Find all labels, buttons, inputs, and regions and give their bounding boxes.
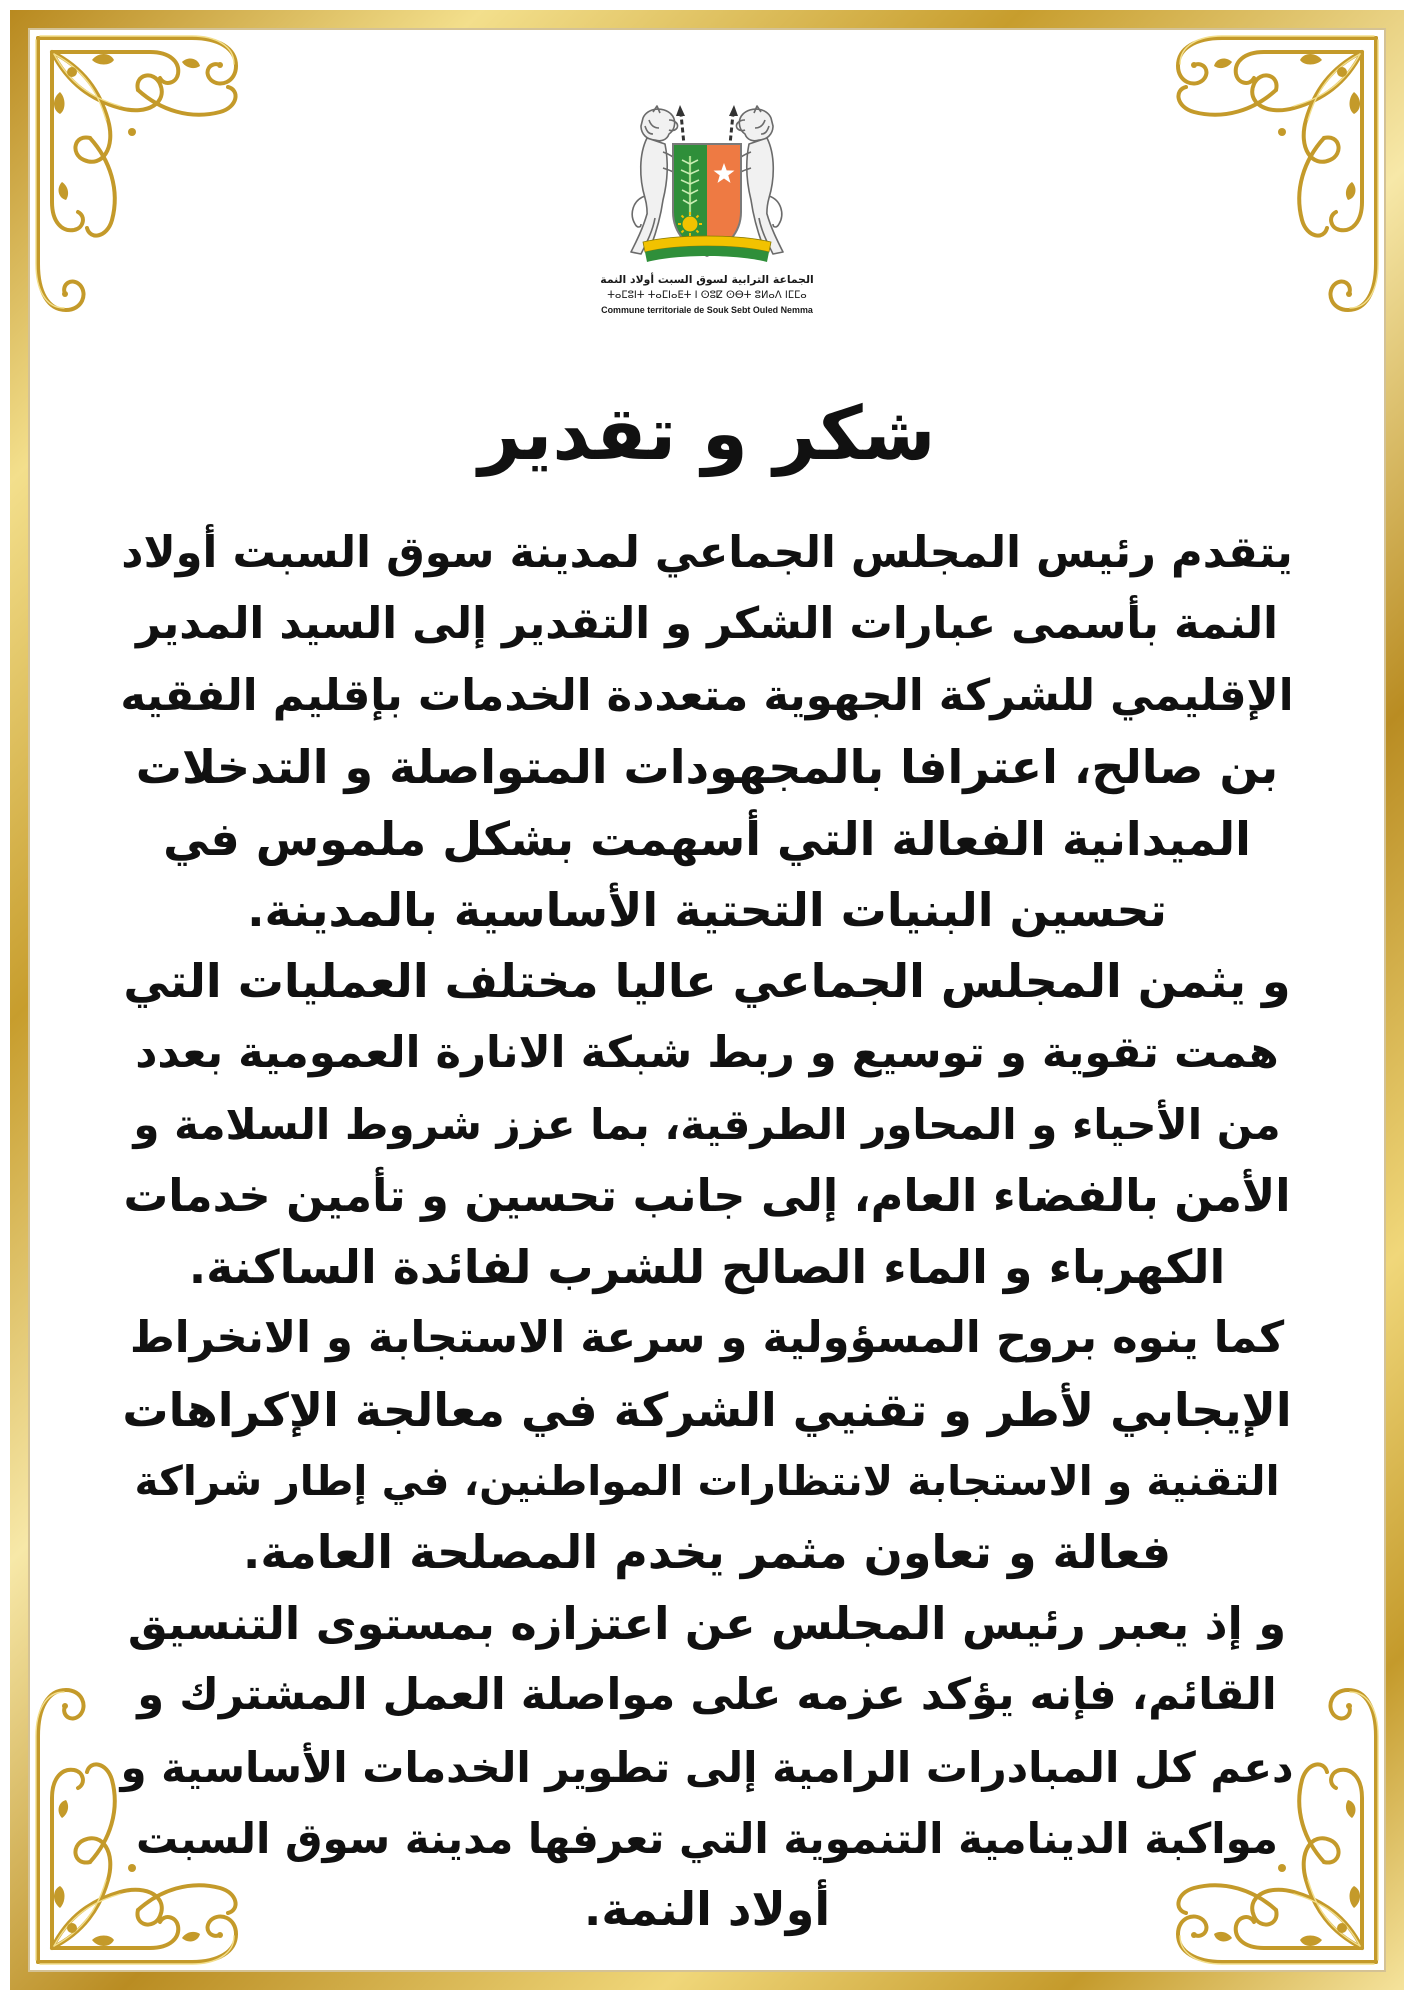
body-line: مواكبة الدينامية التنموية التي تعرفها مدينة سوق السبت <box>136 1814 1278 1864</box>
page-title: شكر و تقدير <box>478 391 936 477</box>
body-line: الأمن بالفضاء العام، إلى جانب تحسين و تأمين خدمات <box>123 1169 1291 1222</box>
municipality-emblem <box>617 104 797 274</box>
body-line: النمة بأسمى عبارات الشكر و التقدير إلى السيد المدير <box>136 599 1278 650</box>
emblem-right-supporter <box>735 106 783 254</box>
corner-ornament-top-right <box>1152 32 1382 332</box>
body-line: يتقدم رئيس المجلس الجماعي لمدينة سوق السبت أولاد <box>121 528 1293 578</box>
body-line: الإقليمي للشركة الجهوية متعددة الخدمات بإقليم الفقيه <box>120 670 1294 721</box>
body-line: القائم، فإنه يؤكد عزمه على مواصلة العمل المشترك و <box>137 1670 1277 1721</box>
emblem-left-supporter <box>631 106 679 254</box>
body-line: الميدانية الفعالة التي أسهمت بشكل ملموس في <box>163 811 1251 866</box>
body-line: و إذ يعبر رئيس المجلس عن اعتزازه بمستوى التنسيق <box>127 1597 1287 1650</box>
letter-body <box>118 518 1296 1946</box>
emblem-caption-tifinagh: ⵜⴰⵎⵓⵏⵜ ⵜⴰⵎⵏⴰⴹⵜ ⵏ ⵙⵓⵇ ⵙⴱⵜ ⵓⵍⴰⴷ ⵏⵎⵎⴰ <box>607 290 807 301</box>
body-line: و يثمن المجلس الجماعي عاليا مختلف العمليات التي <box>123 954 1291 1009</box>
emblem-ribbon <box>643 236 771 262</box>
corner-ornament-top-left <box>32 32 262 332</box>
body-line: التقنية و الاستجابة لانتظارات المواطنين، في إطار شراكة <box>134 1457 1280 1506</box>
body-line: فعالة و تعاون مثمر يخدم المصلحة العامة. <box>242 1525 1172 1580</box>
emblem-caption-french: Commune territoriale de Souk Sebt Ouled Nemma <box>601 305 813 315</box>
body-line: همت تقوية و توسيع و ربط شبكة الانارة العمومية بعدد <box>135 1027 1279 1078</box>
body-line: أولاد النمة. <box>583 1882 831 1937</box>
body-line: تحسين البنيات التحتية الأساسية بالمدينة. <box>247 882 1167 937</box>
body-line: دعم كل المبادرات الرامية إلى تطوير الخدمات الأساسية و <box>120 1742 1294 1792</box>
emblem-caption-arabic: الجماعة الترابية لسوق السبت أولاد النمة <box>600 273 814 286</box>
body-line: بن صالح، اعترافا بالمجهودات المتواصلة و التدخلات <box>135 740 1279 795</box>
body-line: الإيجابي لأطر و تقنيي الشركة في معالجة الإكراهات <box>122 1382 1292 1437</box>
body-line: الكهرباء و الماء الصالح للشرب لفائدة الساكنة. <box>188 1239 1226 1294</box>
body-line: كما ينوه بروح المسؤولية و سرعة الاستجابة و الانخراط <box>129 1313 1285 1364</box>
body-line: من الأحياء و المحاور الطرقية، بما عزز شروط السلامة و <box>133 1100 1281 1150</box>
